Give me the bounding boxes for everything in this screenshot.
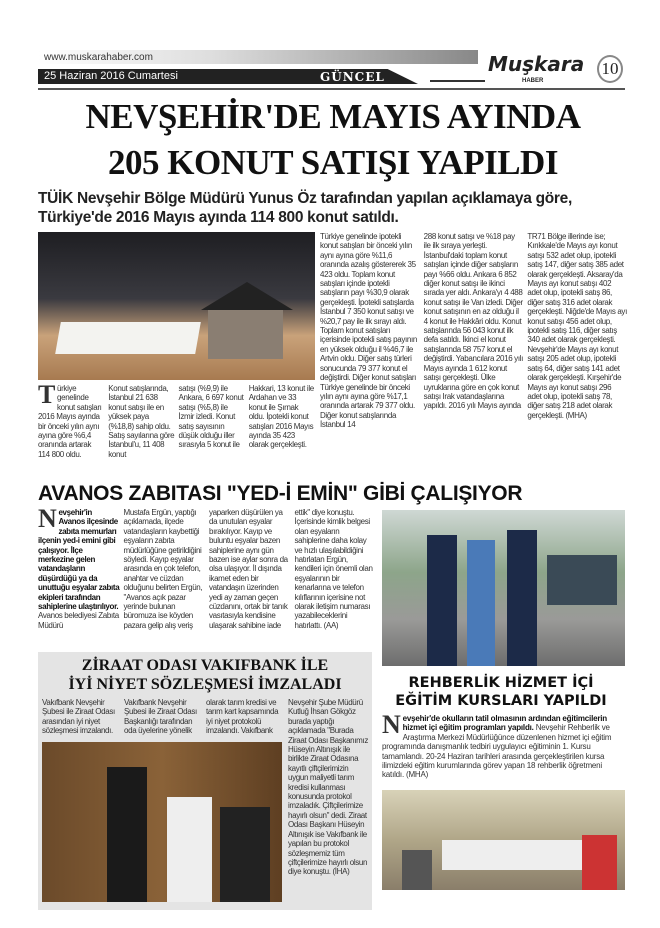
body-text: yaparken düşürülen ya da unutulan eşyalar bırakılıyor. Kayıp ve buluntu eşyalar bazen sahiplerine aynı gün bazen ise aylar sonra da olsa ulaşıyor. İl dışında ikamet eden bir vatandaşın üzerinden yedi ay zaman geçen cüzdanını, ortak bir tanık vasıtasıyla kendisine ulaşarak sahibine iade xyxy=(209,508,288,630)
section-label: GÜNCEL xyxy=(320,70,385,84)
zabita-officers-photo xyxy=(382,510,625,666)
body-text: Hakkari, 13 konut ile Ardahan ve 33 konut ile Şırnak oldu. İpotekli konut satışları 2016 Mayıs ayında 35 423 olarak gerçekleşti. xyxy=(248,384,314,450)
body-text: 288 konut satışı ve %18 pay ile ilk sıraya yerleşti. İstanbul'daki toplam konut satışları içinde diğer satışların payı %66 oldu. Ankara 6 852 diğer konut satışı ile ikinci sırada yer aldı. Ankara'yı 4 488 konut satışı ile Van izledi. Diğer konut satışının en az olduğu il 4 konut ile Hakkâri oldu. Konut satışlarında 56 043 konut ilk defa satıldı. İkinci el konut satışlarında 58 757 konut el değiştirdi. Yabancılara 2016 yılı Mayıs ayında 1 612 konut satışı gerçekleşti. Ülke uyruklarına göre en çok konut satışı Irak vatandaşlarına yapıldı. 2016 yılı Mayıs ayında xyxy=(423,232,524,411)
house-model-photo xyxy=(38,232,315,380)
headline-line: NEVŞEHİR'DE MAYIS AYINDA xyxy=(85,97,581,136)
article-rehberlik-text xyxy=(382,710,625,780)
divider xyxy=(430,80,485,82)
body-text: Vakıfbank Nevşehir Şubesi ile Ziraat Odası Başkanlığı tarafından oda üyelerine yönelik xyxy=(124,698,197,736)
body-text: Mustafa Ergün, yaptığı açıklamada, ilçede vatandaşların kaybettiği eşyaların zabıta müdürlüğüne getirildiğini söyledi. Kayıp eşyalar arasında en çok telefon, anahtar ve cüzdan olduğunu belirten Ergün, "Avanos açık pazar yerinde bulunan büromuza ise köyden pazara gelip alış veriş xyxy=(123,508,203,630)
signing-ceremony-photo xyxy=(42,742,282,902)
body-text: ettik" diye konuştu. İçerisinde kimlik belgesi olan eşyaların sahiplerine daha kolay ve hızlı ulaşılabildiğini hatırlatan Ergün, kendileri için önemli olan eşyalarının bir kenarlarına ve telefon kılıflarının içerisine not olarak iletişim numarası yazabileceklerini hatırlattı. (AA) xyxy=(294,508,373,630)
body-text: Nevşehir Şube Müdürü Kutluğ İhsan Gökgöz burada yaptığı açıklamada "Burada Ziraat Odası Başkanımız Hüseyin Altınışık ile birlikte Ziraat Odasına kayıtlı çiftçilerimizin uygun maliyetli tarım kredisi kullanması konusunda protokol imzaladık. Çiftçilerimize hayırlı olsun" dedi. Ziraat Odası Başkanı Hüseyin Altınışık ise Vakıfbank ile yapılan bu protokol sözleşmemiz tüm çiftçilerimize hayırlı olsun diye konuştu. (İHA) xyxy=(288,698,368,877)
subheadline: TÜİK Nevşehir Bölge Müdürü Yunus Öz tarafından yapılan açıklamaya göre, Türkiye'de 2016 Mayıs ayında 114 800 konut satıldı. xyxy=(38,190,572,226)
headline-line: ZİRAAT ODASI VAKIFBANK İLE xyxy=(81,657,329,674)
body-text: Nevşehir Rehberlik ve Araştırma Merkezi Müdürlüğünce düzenlenen hizmet içi eğitim programında danışmanlık tedbiri uygulayıcı eğitiminin 1. Kursu tamamlandı. 20-24 Haziran tarihleri arasında gerçekleştirilen kursa ilimizdeki eğitim kurumlarında görev yapan 18 rehberlik öğretmeni katıldı. (MHA) xyxy=(382,723,612,780)
body-text: Konut satışlarında, İstanbul 21 638 konut satışı ile en yüksek paya (%18,8) sahip oldu. Satış sayılarına göre İstanbul'u, 11 408 konut xyxy=(108,384,175,459)
lead-text: evşehir'de okulların tatil olmasının ardından eğitimcilerin hizmet içi eğitim programları yapıldı. xyxy=(402,714,607,733)
headline-line: REHBERLİK HİZMET İÇİ xyxy=(408,675,594,691)
page-number: 10 xyxy=(597,55,623,83)
header-rule xyxy=(38,88,625,90)
newspaper-logo: Muşkara xyxy=(488,52,585,76)
headline-line: EĞİTİM KURSLARI YAPILDI xyxy=(395,693,607,709)
body-text: Vakıfbank Nevşehir Şubesi ile Ziraat Odası arasından iyi niyet sözleşmesi imzalandı. xyxy=(42,698,115,736)
logo-subtitle: HABER xyxy=(522,78,544,84)
body-text: satışı (%9,9) ile Ankara, 6 697 konut satışı (%5,8) ile İzmir izledi. Konut satış sayısının düşük olduğu iller sırasıyla 5 konut ile xyxy=(178,384,244,450)
body-text: Türkiye genelinde ipotekli konut satışları bir önceki yılın aynı ayına göre %11,6 oranında azalış göstererek 35 423 oldu. Toplam konut satışları içinde ipotekli satışların payı %30,9 olarak gerçekleşti. İpotekli satışlarda İstanbul 7 350 konut satışı ve %20,7 pay ile ilk sırayı aldı. Toplam konut satışları içerisinde ipotekli satış payının en yüksek olduğu il %46,7 ile Artvin oldu. Diğer satış türleri sonucunda 79 377 konut el değiştirdi. Diğer konut satışları Türkiye genelinde bir önceki yılın aynı ayına göre %17,1 oranında artarak 79 377 oldu. Diğer konut satışlarında İstanbul 14 xyxy=(320,232,417,430)
headline-rehberlik xyxy=(376,674,626,710)
headline-line: İYİ NİYET SÖZLEŞMESİ İMZALADI xyxy=(68,676,342,693)
training-course-photo xyxy=(382,790,625,890)
article-avanos-columns xyxy=(38,504,376,630)
issue-date: 25 Haziran 2016 Cumartesi xyxy=(44,70,178,82)
headline-konut xyxy=(38,94,628,186)
drop-cap: N xyxy=(382,710,401,739)
drop-cap: N xyxy=(38,504,57,533)
body-text: Avanos belediyesi Zabıta Müdürü xyxy=(38,611,119,630)
article-ziraat-columns xyxy=(42,698,284,736)
body-text: TR71 Bölge illerinde ise; Kırıkkale'de Mayıs ayı konut satışı 532 adet olup, ipotekli satış 147, diğer satış 385 adet olarak gerçekleşti. Aksaray'da Mayıs ayı konut satışı 402 adet olup, ipotekli satış 86, diğer satış 316 adet olarak gerçekleşti. Niğde'de Mayıs ayı konut satışı 456 adet olup, ipotekli satış 116, diğer satış 340 adet olarak gerçekleşti. Nevşehir'de Mayıs ayı konut satışı 205 adet olup, ipotekli satış 64, diğer satış 141 adet olarak gerçekleşti. Kırşehir'de Mayıs ayı konut satışı 296 adet olup, ipotekli satış 78, diğer satış 218 adet olarak gerçekleşti. (MHA) xyxy=(527,232,627,420)
lead-text: evşehir'in Avanos ilçesinde zabıta memurları ilçenin yed-i emini gibi çalışıyor. İlçe merkezine gelen vatandaşların düşürdüğü ya da unuttuğu eşyalar zabıta ekipleri tarafından sahiplerine ulaştırılıyor. xyxy=(38,508,120,612)
article-konut-columns-right xyxy=(320,232,627,430)
article-konut-columns xyxy=(38,380,315,459)
article-ziraat-column-right xyxy=(288,698,370,877)
body-text: olarak tarım kredisi ve tarım kart kapsamında iyi niyet protokolü imzalandı. Vakıfbank xyxy=(206,698,279,736)
headline-avanos: AVANOS ZABITASI "YED-İ EMİN" GİBİ ÇALIŞIYOR xyxy=(38,482,523,505)
headline-ziraat xyxy=(38,656,372,694)
headline-line: 205 KONUT SATIŞI YAPILDI xyxy=(108,143,558,182)
site-url: www.muskarahaber.com xyxy=(44,52,153,63)
drop-cap: T xyxy=(38,380,55,409)
body-text: ürkiye genelinde konut satışları 2016 Mayıs ayında bir önceki yılın aynı ayına göre %6,4 oranında artarak 114 800 oldu. xyxy=(38,384,102,459)
